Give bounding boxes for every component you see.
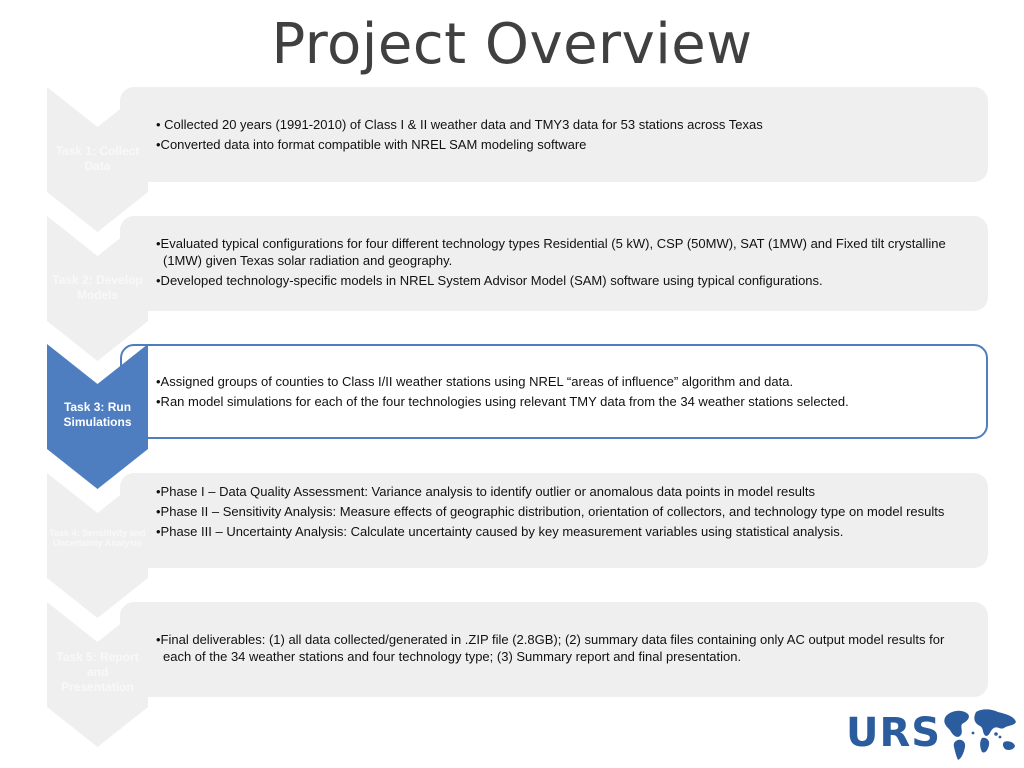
task-label-2: Task 2: Develop Models [52,273,143,302]
bullet: •Ran model simulations for each of the four technologies using relevant TMY data from the 34 weather stations selected. [156,394,849,409]
task-label-3: Task 3: Run Simulations [63,400,132,429]
task-row-1 [0,87,1024,232]
urs-logo [846,704,1022,764]
bullet: •Phase I – Data Quality Assessment: Variance analysis to identify outlier or anomalous data points in model results [156,484,815,499]
bullet: •Developed technology-specific models in NREL System Advisor Model (SAM) software using typical configurations. [156,273,823,288]
task-bullets-3 [156,373,971,413]
task-row-3 [0,344,1024,489]
bullet: •Evaluated typical configurations for four different technology types Residential (5 kW), CSP (50MW), SAT (1MW) and Fixed tilt crystalline (1MW) given Texas solar radiation and geography. [156,236,946,268]
bullet: •Final deliverables: (1) all data collected/generated in .ZIP file (2.8GB); (2) summary data files containing only AC output model results for each of the 34 weather stations and four technology type; (3) Summary report and final presentation. [156,632,945,664]
bullet: •Converted data into format compatible with NREL SAM modeling software [156,137,587,152]
bullet: •Phase III – Uncertainty Analysis: Calculate uncertainty caused by key measurement variables using statistical analysis. [156,524,844,539]
task-bullets-1 [156,116,971,156]
task-label-5: Task 5: Report and Presentation [56,650,139,694]
task-bullets-5 [156,631,971,668]
slide-title: Project Overview [271,12,753,77]
bullet: •Assigned groups of counties to Class I/II weather stations using NREL “areas of influence” algorithm and data. [156,374,794,389]
task-bullets-4 [156,483,971,543]
task-bullets-2 [156,235,971,292]
task-label-4: Task 4: Sensitivity and Uncertainty Analysis [49,528,146,548]
task-row-2 [0,216,1024,361]
task-label-1: Task 1: Collect Data [55,144,140,173]
logo-text: URS [846,710,942,756]
bullet: •Phase II – Sensitivity Analysis: Measure effects of geographic distribution, orientation of collectors, and technology type on model results [156,504,945,519]
task-row-4 [0,473,1024,618]
globe-icon [938,706,1020,762]
bullet: • Collected 20 years (1991-2010) of Class I & II weather data and TMY3 data for 53 stations across Texas [156,117,763,132]
